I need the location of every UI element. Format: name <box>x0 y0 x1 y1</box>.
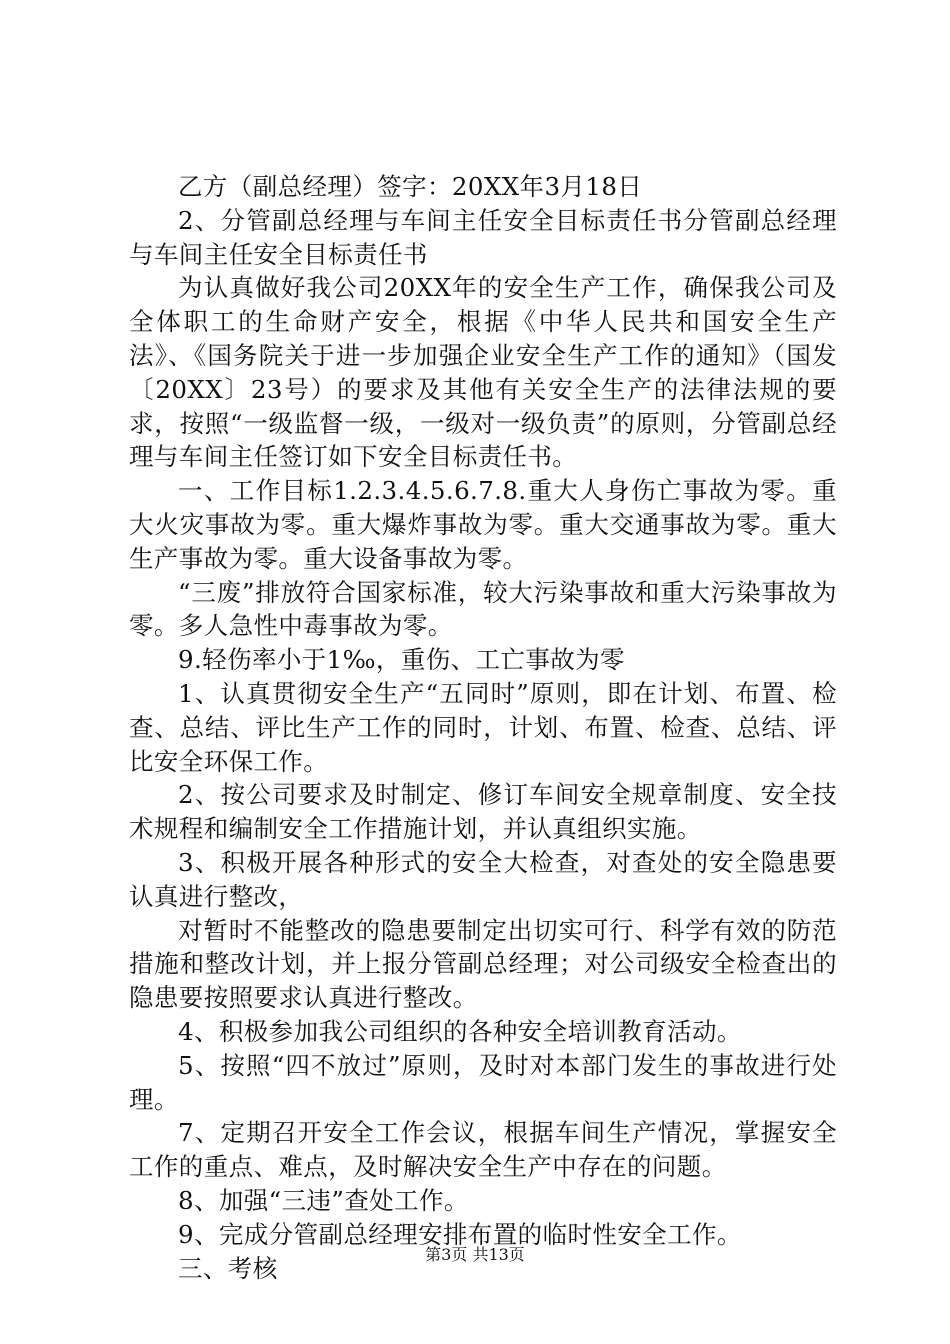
paragraph-item-2: 2、按公司要求及时制定、修订车间安全规章制度、安全技术规程和编制安全工作措施计划，并认真组织实施。 <box>129 780 837 844</box>
signature-line: 乙方（副总经理）签字：20XX年3月18日 <box>178 172 643 201</box>
page-number-footer: 第3页 共13页 <box>425 1245 525 1264</box>
paragraph-three-wastes: “三废”排放符合国家标准，较大污染事故和重大污染事故为零。多人急性中毒事故为零。 <box>129 577 837 641</box>
paragraph-item-1: 1、认真贯彻安全生产“五同时”原则，即在计划、布置、检查、总结、评比生产工作的同时，计划、布置、检查、总结、评比安全环保工作。 <box>129 678 837 776</box>
section-heading-assessment: 三、考核 <box>178 1253 278 1283</box>
paragraph-item-7: 7、定期召开安全工作会议，根据车间生产情况，掌握安全工作的重点、难点，及时解决安全生产中存在的问题。 <box>129 1118 837 1182</box>
paragraph-injury-rate: 9.轻伤率小于1‰，重伤、工亡事故为零 <box>178 645 625 675</box>
paragraph-item-9: 9、完成分管副总经理安排布置的临时性安全工作。 <box>178 1219 742 1249</box>
paragraph-item-3: 3、积极开展各种形式的安全大检查，对查处的安全隐患要认真进行整改， <box>129 847 837 911</box>
paragraph-item-4: 4、积极参加我公司组织的各种安全培训教育活动。 <box>178 1016 742 1046</box>
section-heading-responsibility-letter: 2、分管副总经理与车间主任安全目标责任书分管副总经理与车间主任安全目标责任书 <box>129 205 837 269</box>
paragraph-work-goals: 一、工作目标1.2.3.4.5.6.7.8.重大人身伤亡事故为零。重大火灾事故为零。重大爆炸事故为零。重大交通事故为零。重大生产事故为零。重大设备事故为零。 <box>129 476 837 573</box>
paragraph-item-8: 8、加强“三违”查处工作。 <box>178 1185 469 1215</box>
paragraph-intro: 为认真做好我公司20XX年的安全生产工作，确保我公司及全体职工的生命财产安全，根据《中华人民共和国安全生产法》、《国务院关于进一步加强企业安全生产工作的通知》（国发〔20XX〕23号）的要求及其他有关安全生产的法律法规的要求，按照“一级监督一级，一级对一级负责”的原则，分管副总经理与车间主任签订如下安全目标责任书。 <box>129 273 837 472</box>
paragraph-item-3-continued: 对暂时不能整改的隐患要制定出切实可行、科学有效的防范措施和整改计划，并上报分管副总经理；对公司级安全检查出的隐患要按照要求认真进行整改。 <box>129 915 837 1013</box>
paragraph-item-5: 5、按照“四不放过”原则，及时对本部门发生的事故进行处理。 <box>129 1050 837 1114</box>
document-body <box>129 170 837 1285</box>
